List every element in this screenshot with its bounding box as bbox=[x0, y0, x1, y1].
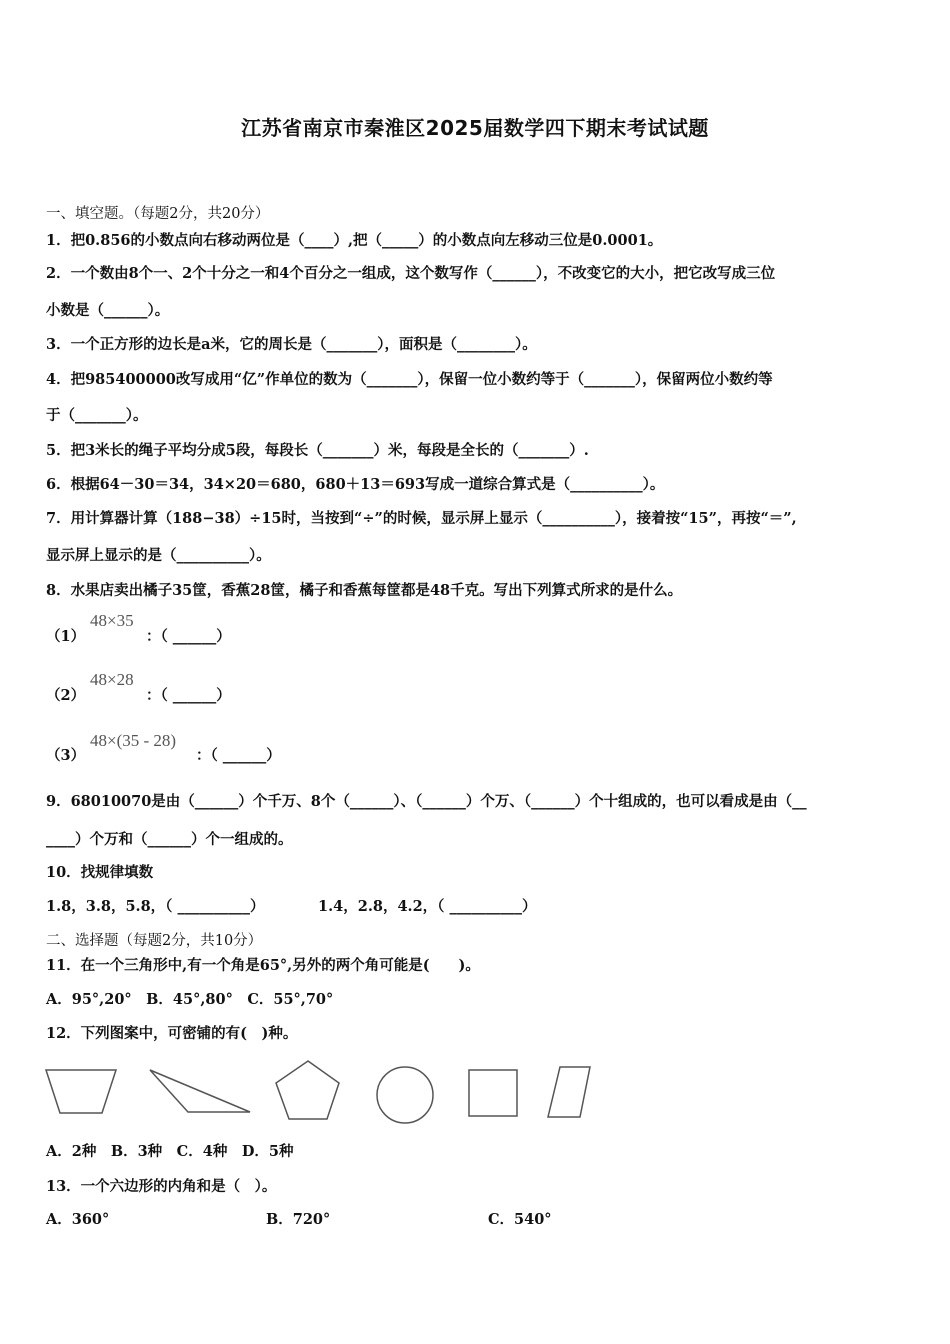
q8-item-2-expression: 48×28 bbox=[90, 670, 134, 689]
triangle-shape bbox=[150, 1070, 250, 1112]
question-7-line-1: 7．用计算器计算（188−38）÷15时，当按到“÷”的时候，显示屏上显示（__________），接着按“15”，再按“＝”, bbox=[46, 510, 797, 527]
q8-item-2-blank: ：（ ______） bbox=[146, 687, 231, 704]
question-2-line-1: 2．一个数由8个一、2个十分之一和4个百分之一组成，这个数写作（______），不改变它的大小，把它改写成三位 bbox=[46, 265, 776, 282]
q10-sequence-2: 1.4，2.8，4.2，（ __________） bbox=[318, 898, 537, 915]
q10-sequence-1: 1.8，3.8，5.8，（ __________） bbox=[46, 898, 265, 915]
question-9-line-1: 9．68010070是由（______）个千万、8个（______）、（______）个万、（______）个十组成的，也可以看成是由（__ bbox=[46, 793, 807, 810]
question-12-options: A．2种 B．3种 C．4种 D．5种 bbox=[46, 1143, 294, 1160]
q8-item-1-blank: ：（ ______） bbox=[146, 628, 231, 645]
q8-item-3-label: （3） bbox=[46, 747, 86, 764]
q13-option-a: A．360° bbox=[46, 1211, 110, 1228]
question-13: 13．一个六边形的内角和是（ ）。 bbox=[46, 1178, 277, 1195]
question-4-line-2: 于（_______）。 bbox=[46, 407, 148, 424]
q13-option-c: C．540° bbox=[488, 1211, 552, 1228]
question-2-line-2: 小数是（______）。 bbox=[46, 302, 170, 319]
question-1: 1．把0.856的小数点向右移动两位是（____）,把（_____）的小数点向左移动三位是0.0001。 bbox=[46, 232, 663, 249]
section-2-heading: 二、选择题（每题2分，共10分） bbox=[46, 933, 263, 949]
question-9-line-2: ____）个万和（______）个一组成的。 bbox=[46, 831, 293, 848]
section-1-heading: 一、填空题。（每题2分，共20分） bbox=[46, 206, 270, 222]
question-6: 6．根据64－30＝34，34×20＝680，680＋13＝693写成一道综合算式是（__________）。 bbox=[46, 476, 665, 493]
question-5: 5．把3米长的绳子平均分成5段，每段长（_______）米，每段是全长的（_______）. bbox=[46, 442, 589, 459]
page-title: 江苏省南京市秦淮区2025届数学四下期末考试试题 bbox=[241, 116, 709, 140]
square-shape bbox=[469, 1070, 517, 1116]
parallelogram-shape bbox=[548, 1067, 590, 1117]
q8-item-3-expression: 48×(35 - 28) bbox=[90, 731, 177, 750]
trapezoid-shape bbox=[46, 1070, 116, 1113]
pentagon-shape bbox=[276, 1061, 339, 1119]
question-12: 12．下列图案中，可密铺的有( )种。 bbox=[46, 1025, 298, 1042]
question-10: 10．找规律填数 bbox=[46, 864, 154, 881]
question-7-line-2: 显示屏上显示的是（__________）。 bbox=[46, 547, 271, 564]
q8-item-2-label: （2） bbox=[46, 687, 86, 704]
question-11: 11．在一个三角形中,有一个角是65°,另外的两个角可能是( )。 bbox=[46, 957, 480, 974]
circle-shape bbox=[377, 1067, 433, 1123]
question-8: 8．水果店卖出橘子35筐，香蕉28筐，橘子和香蕉每筐都是48千克。写出下列算式所求的是什么。 bbox=[46, 582, 683, 599]
question-3: 3．一个正方形的边长是a米，它的周长是（_______），面积是（________）。 bbox=[46, 336, 537, 353]
q8-item-1-expression: 48×35 bbox=[90, 611, 134, 630]
q12-shapes-figure bbox=[40, 1055, 640, 1125]
question-4-line-1: 4．把985400000改写成用“亿”作单位的数为（_______），保留一位小数约等于（_______），保留两位小数约等 bbox=[46, 371, 773, 388]
q13-option-b: B．720° bbox=[266, 1211, 331, 1228]
q8-item-1-label: （1） bbox=[46, 628, 86, 645]
q8-item-3-blank: ：（ ______） bbox=[196, 747, 281, 764]
question-11-options: A．95°,20° B．45°,80° C．55°,70° bbox=[46, 991, 334, 1008]
